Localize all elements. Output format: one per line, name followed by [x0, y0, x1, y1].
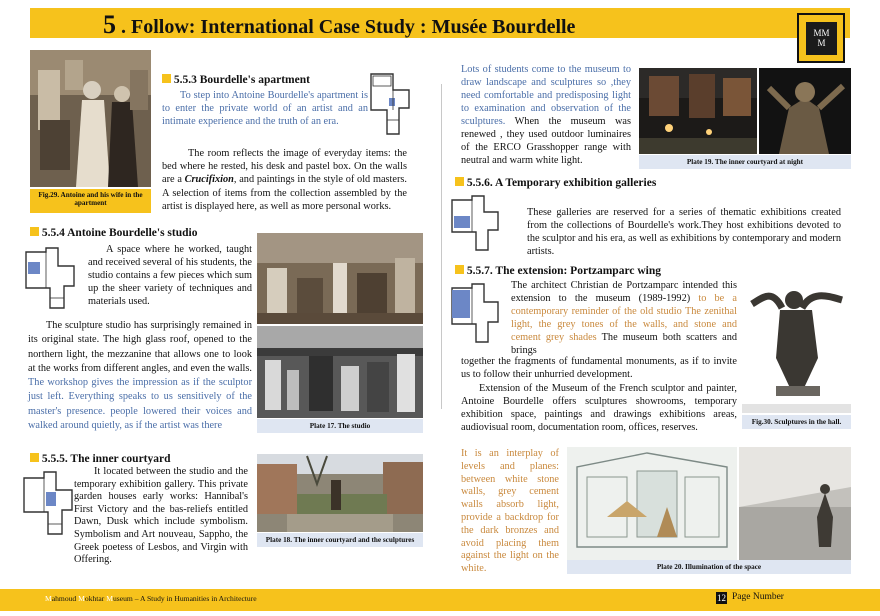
section-554-body-indent: A space where he worked, taught and received several of his students, the studio contains a few pieces which sum up the sheer variety of techniques and materials used. [88, 244, 252, 307]
fig30-caption: Fig.30. Sculptures in the hall. [742, 415, 851, 429]
section-556-heading: 5.5.6. A Temporary exhibition galleries [455, 177, 656, 189]
column-divider [441, 84, 442, 409]
footer-title: Mahmoud Mokhtar Museum – A Study in Humanities in Architecture [45, 594, 257, 603]
plate20-photo-left [567, 447, 737, 560]
plate20-photo-right [739, 447, 851, 560]
plate18-photo [257, 454, 423, 532]
plate17-photo-bottom [257, 326, 423, 418]
plate17-caption: Plate 17. The studio [257, 419, 423, 433]
fig30-photo [742, 278, 851, 413]
section-557-body: The architect Christian de Portzamparc intended this extension to the museum (1989-1992) to be a contemporary reminder of the old studio The zenithal light, the grey tones of the walls, and stone and cement grey shades The museum both scatters and brings [511, 280, 738, 356]
courtyard-lighting-text: Lots of students come to the museum to draw landscape and sculptures so ,they need comfortable and predisposing light to examination and observation of the sculptures. When the museum was renewed , they used outdoor luminaires of the ERCO Grasshopper range with neutral and warm white light. [461, 64, 632, 166]
section-553-intro: To step into Antoine Bourdelle's apartment is to enter the private world of an artist and an intimate experience and the truth of an era. [162, 90, 368, 127]
fig29-photo [30, 50, 151, 187]
page-title: 5 . Follow: International Case Study : Musée Bourdelle [103, 10, 576, 39]
section-556-body: These galleries are reserved for a series of thematic exhibitions created from the collections of Bourdelle's work.They host exhibitions devoted to the sculptor and his era, as well as exhibitions by contemporary and modern artists. [527, 207, 841, 257]
plate19-photo-right [759, 68, 851, 154]
page-number-label: Page Number [732, 592, 784, 602]
plate18-caption: Plate 18. The inner courtyard and the sculptures [257, 533, 423, 547]
floor-plan-554 [24, 246, 76, 310]
plate19-caption: Plate 19. The inner courtyard at night [639, 155, 851, 169]
floor-plan-557 [450, 282, 500, 344]
section-553-heading: 5.5.3 Bourdelle's apartment [162, 74, 310, 86]
section-557-body-cont: together the fragments of fundamental monuments, as if to invite us to follow their unhurried development. [461, 356, 737, 380]
section-554-heading: 5.5.4 Antoine Bourdelle's studio [30, 227, 197, 239]
section-553-body: The room reflects the image of everyday items: the bed where he rested, his desk and pastel box. On the walls are a Crucifixion, and paintings in the style of old masters. A selection of items from the collection assembled by the artist is displayed here, as well as more personal works. [162, 148, 407, 212]
floor-plan-555 [22, 470, 74, 536]
interplay-text: It is an interplay of levels and planes: between white stone walls, grey cement walls absorb light, provide a backdrop for the dark bronzes and avoid placing them against the light on the white. [461, 448, 559, 575]
section-557-extension: Extension of the Museum of the French sculptor and painter, Antoine Bourdelle offers sculptures showrooms, temporary exhibition space, paintings and drawings exhibitions areas, audiovisual room, documentation room, offices, reserves. [461, 383, 737, 433]
plate20-caption: Plate 20. Illumination of the space [567, 560, 851, 574]
floor-plan-556 [450, 194, 500, 252]
section-555-heading: 5.5.5. The inner courtyard [30, 453, 171, 465]
plate19-photo-left [639, 68, 757, 154]
floor-plan-553 [369, 70, 411, 136]
section-557-heading: 5.5.7. The extension: Portzamparc wing [455, 265, 661, 277]
page-number-box: 12 [717, 593, 726, 603]
section-555-body: It located between the studio and the temporary exhibition gallery. This private garden houses early works: Hannibal's First Victory and the bas-reliefs entitled Dawn, Dusk which include symbolism. Symbolism and Art nouveau, Sappho, the Greek poetess of Lesbos, and Virgin with Offering. [74, 466, 248, 566]
mmm-logo: MM M [797, 13, 845, 63]
section-554-body: The sculpture studio has surprisingly remained in its original state. The high glass roof, opened to the northern light, the mezzanine that allows one to look at the works from different angles, and even the walls. The workshop gives the impression as if the sculptor just left. Everything speaks to us sensitively of the master's presence. people lowered their voices and walked around quietly, as if the artist was there [28, 320, 252, 432]
fig29-caption: Fig.29. Antoine and his wife in the apartment [30, 189, 151, 213]
plate17-photo-top [257, 233, 423, 324]
